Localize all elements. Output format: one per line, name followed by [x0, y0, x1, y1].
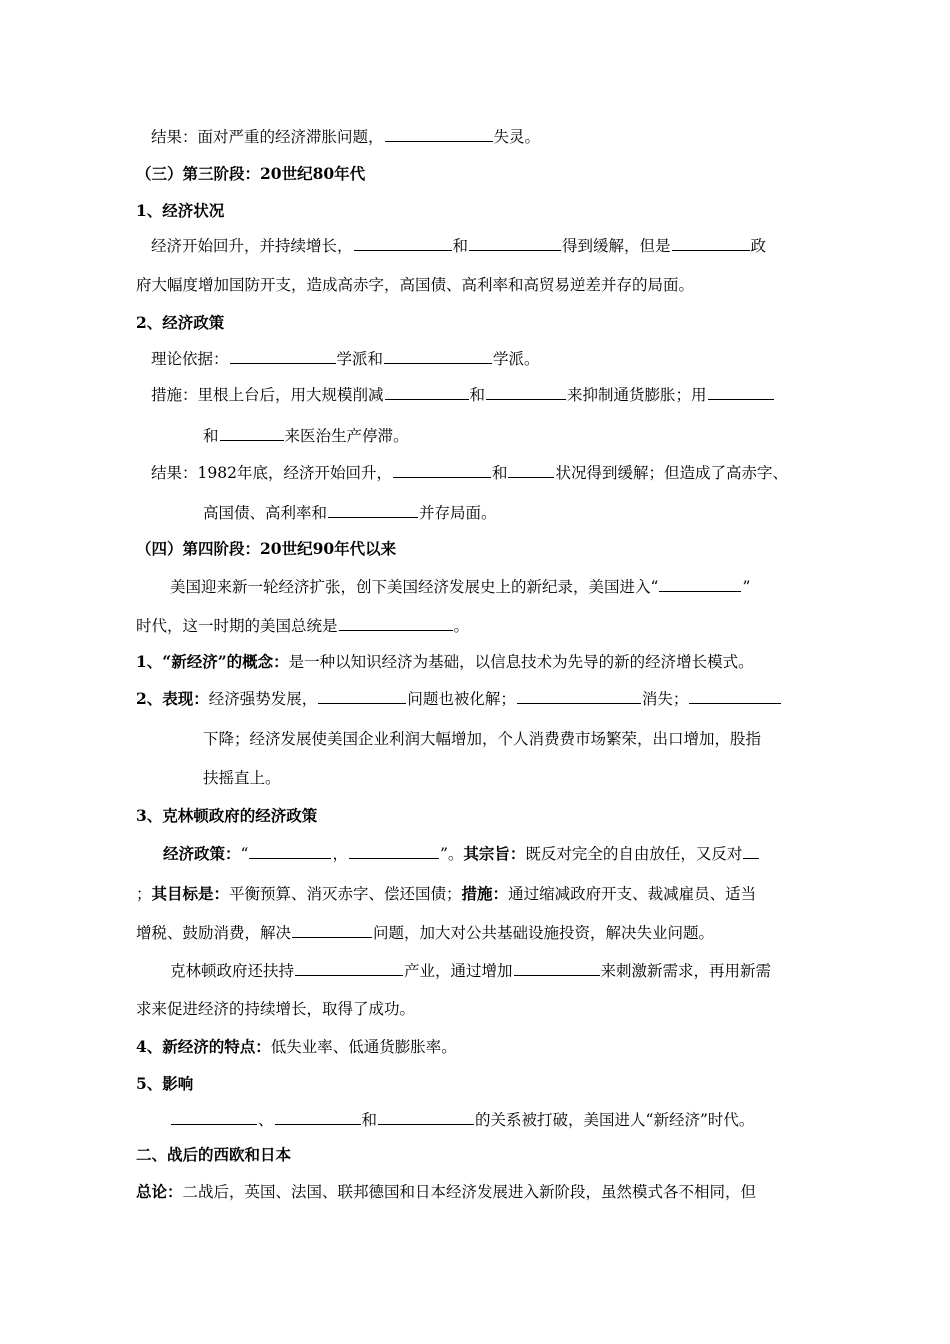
- fill-blank[interactable]: [384, 349, 492, 364]
- text: 府大幅度增加国防开支，造成高赤字，高国债、高利率和高贸易逆差并存的局面。: [136, 276, 695, 294]
- fill-blank[interactable]: [354, 236, 452, 251]
- fill-blank[interactable]: [385, 127, 493, 142]
- text: 既反对完全的自由放任，又反对: [525, 845, 743, 863]
- line-08: [151, 385, 775, 405]
- text: 1、“新经济”的概念：: [136, 652, 289, 671]
- text: 其目标是：: [151, 884, 230, 903]
- fill-blank[interactable]: [517, 689, 641, 704]
- fill-blank[interactable]: [171, 1110, 257, 1125]
- section-heading-stage-4: [136, 539, 396, 559]
- text: 下降；经济发展使美国企业利润大幅增加，个人消费费市场繁荣，出口增加，股指: [203, 730, 762, 748]
- text: 通过缩减政府开支、裁减雇员、适当: [508, 885, 757, 903]
- line-21: [136, 884, 756, 904]
- text: 、: [258, 1111, 274, 1129]
- line-23: [170, 961, 771, 981]
- text: 5、影响: [136, 1074, 194, 1093]
- fill-blank[interactable]: [393, 463, 491, 478]
- fill-blank[interactable]: [230, 349, 336, 364]
- text: 来抑制通货膨胀；用: [567, 386, 707, 404]
- text: 高国债、高利率和: [203, 504, 328, 522]
- subheading-economic-policy: [136, 313, 224, 333]
- fill-blank[interactable]: [659, 577, 741, 592]
- text: 产业，通过增加: [404, 962, 513, 980]
- text: 学派和: [336, 350, 384, 368]
- text: 2、表现：: [136, 689, 209, 708]
- text: ”: [742, 578, 751, 596]
- text: 求来促进经济的持续增长，取得了成功。: [136, 1000, 416, 1018]
- text: 问题也被化解；: [407, 690, 516, 708]
- text: 二战后，英国、法国、联邦德国和日本经济发展进入新阶段，虽然模式各不相同，但: [182, 1183, 757, 1201]
- text: 二、战后的西欧和日本: [136, 1145, 292, 1164]
- text: （三）第三阶段：20世纪80年代: [136, 164, 366, 183]
- line-09: [203, 426, 409, 446]
- line-11: [203, 503, 497, 523]
- text: （四）第四阶段：20世纪90年代以来: [136, 539, 397, 558]
- text: 时代，这一时期的美国总统是: [136, 617, 338, 635]
- text: 措施：: [461, 884, 509, 903]
- text: 是一种以知识经济为基础，以信息技术为先导的新的经济增长模式。: [288, 653, 754, 671]
- text: 克林顿政府还扶持: [170, 962, 295, 980]
- fill-blank[interactable]: [708, 385, 774, 400]
- line-17: [203, 729, 761, 749]
- fill-blank[interactable]: [349, 844, 439, 859]
- line-18: [203, 768, 281, 788]
- fill-blank[interactable]: [486, 385, 566, 400]
- text: 经济开始回升，并持续增长，: [151, 237, 353, 255]
- fill-blank[interactable]: [385, 385, 469, 400]
- text: 。: [453, 617, 470, 635]
- fill-blank[interactable]: [292, 923, 372, 938]
- text: 和: [469, 386, 486, 404]
- fill-blank[interactable]: [689, 689, 781, 704]
- line-27: [170, 1110, 754, 1130]
- text: 2、经济政策: [136, 313, 225, 332]
- text: 来刺激新需求，再用新需: [600, 962, 772, 980]
- section-heading-stage-3: [136, 164, 365, 184]
- line-15: [136, 652, 754, 672]
- text: 1、经济状况: [136, 201, 225, 220]
- text: 经济强势发展，: [208, 690, 318, 708]
- fill-blank[interactable]: [318, 689, 406, 704]
- fill-blank[interactable]: [295, 961, 403, 976]
- fill-blank[interactable]: [275, 1110, 361, 1125]
- line-10: [151, 463, 788, 483]
- text: 结果：面对严重的经济滞胀问题，: [151, 128, 384, 146]
- text: 并存局面。: [419, 504, 497, 522]
- text: 增税、鼓励消费，解决: [136, 924, 292, 942]
- subheading-clinton-policy: [136, 806, 317, 826]
- line-04: [151, 236, 766, 256]
- text: 问题，加大对公共基础设施投资，解决失业问题。: [373, 924, 715, 942]
- line-13: [170, 577, 750, 597]
- fill-blank[interactable]: [743, 844, 759, 859]
- text: 消失；: [641, 690, 689, 708]
- text: ；: [136, 885, 152, 903]
- text: 状况得到缓解；但造成了高赤字、: [555, 464, 788, 482]
- line-05: [136, 275, 694, 295]
- text: 政: [750, 237, 767, 255]
- text: 来医治生产停滞。: [284, 427, 409, 445]
- text: 扶摇直上。: [203, 769, 281, 787]
- text: ，: [332, 845, 348, 863]
- text: 总论：: [136, 1182, 183, 1201]
- text: 3、克林顿政府的经济政策: [136, 806, 318, 825]
- line-25: [136, 1037, 457, 1057]
- fill-blank[interactable]: [672, 236, 750, 251]
- line-01: [151, 127, 540, 147]
- fill-blank[interactable]: [378, 1110, 474, 1125]
- subheading-influence: [136, 1074, 193, 1094]
- line-07: [151, 349, 540, 369]
- line-29: [136, 1182, 756, 1202]
- subheading-economic-status: [136, 201, 224, 221]
- fill-blank[interactable]: [249, 844, 331, 859]
- fill-blank[interactable]: [220, 426, 284, 441]
- text: ”。: [439, 845, 464, 863]
- fill-blank[interactable]: [508, 463, 554, 478]
- text: 经济政策：: [163, 844, 241, 863]
- line-14: [136, 616, 469, 636]
- text: 4、新经济的特点：: [136, 1037, 271, 1056]
- text: 和: [452, 237, 469, 255]
- text: 的关系被打破，美国进人“新经济”时代。: [475, 1111, 755, 1129]
- text: 得到缓解，但是: [562, 237, 671, 255]
- text: 和: [491, 464, 508, 482]
- line-20: [163, 844, 760, 864]
- text: 结果：1982年底，经济开始回升，: [151, 464, 392, 482]
- text: 学派。: [493, 350, 540, 368]
- line-22: [136, 923, 714, 943]
- text: 低失业率、低通货膨胀率。: [270, 1038, 457, 1056]
- text: 平衡预算、消灭赤字、偿还国债；: [229, 885, 462, 903]
- text: 理论依据：: [151, 350, 229, 368]
- fill-blank[interactable]: [328, 503, 418, 518]
- text: 和: [203, 427, 219, 445]
- line-16: [136, 689, 782, 709]
- text: 其宗旨：: [463, 844, 526, 863]
- text: 美国迎来新一轮经济扩张，创下美国经济发展史上的新纪录，美国进入“: [170, 578, 659, 596]
- fill-blank[interactable]: [469, 236, 561, 251]
- section-heading-western-europe-japan: [136, 1145, 291, 1165]
- fill-blank[interactable]: [514, 961, 600, 976]
- text: 和: [361, 1111, 378, 1129]
- text: “: [240, 845, 249, 863]
- line-24: [136, 999, 415, 1019]
- fill-blank[interactable]: [339, 616, 453, 631]
- text: 措施：里根上台后，用大规模削减: [151, 386, 384, 404]
- text: 失灵。: [493, 128, 541, 146]
